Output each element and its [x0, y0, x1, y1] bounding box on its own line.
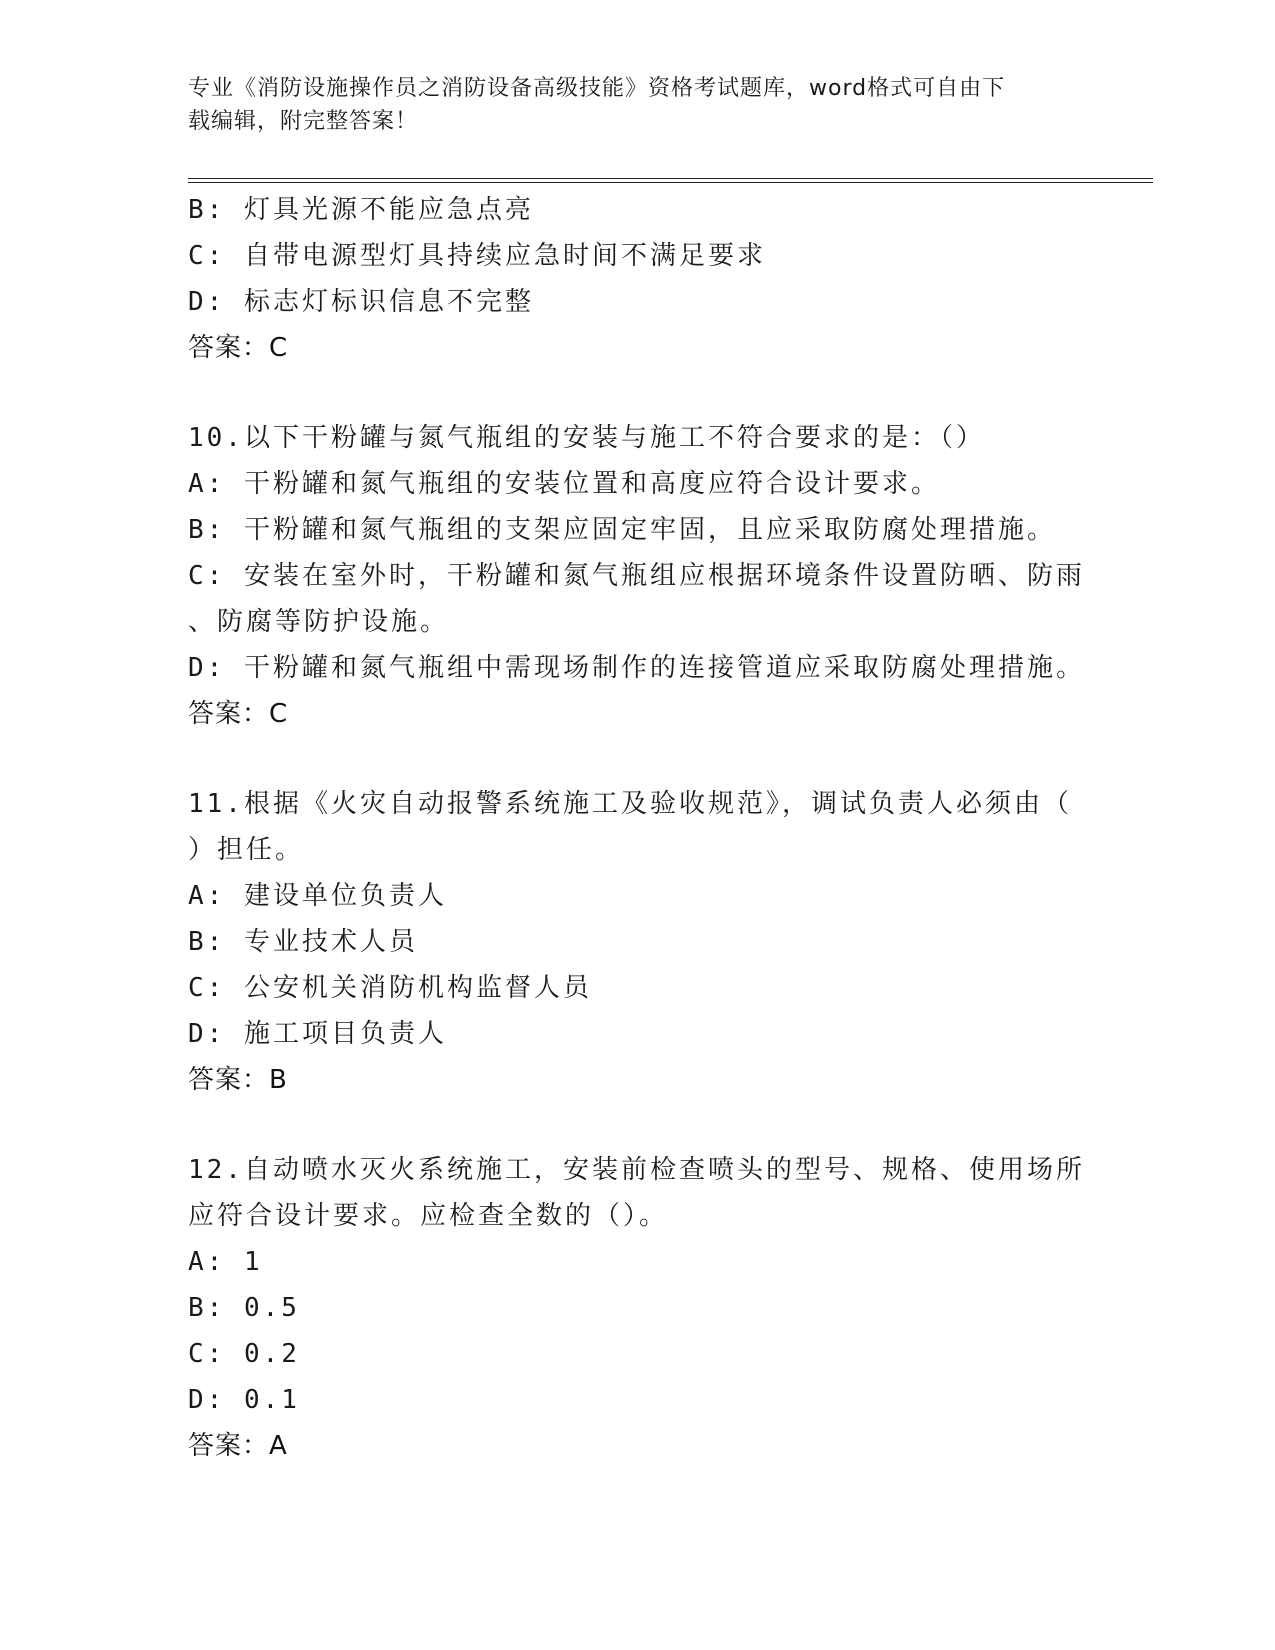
option-c: C: 公安机关消防机构监督人员 [188, 973, 592, 1003]
document-body [188, 187, 1085, 1469]
answer-label: 答案：C [188, 333, 289, 363]
option-a: A: 1 [188, 1247, 263, 1277]
answer-label: 答案：A [188, 1431, 288, 1461]
option-d: D: 标志灯标识信息不完整 [188, 287, 534, 317]
document-header [188, 72, 1068, 138]
question-10 [188, 415, 1085, 737]
option-d: D: 0.1 [188, 1385, 300, 1415]
question-12 [188, 1147, 1085, 1469]
option-c: C: 自带电源型灯具持续应急时间不满足要求 [188, 241, 766, 271]
header-line-2: 载编辑，附完整答案！ [188, 109, 419, 134]
option-a: A: 干粉罐和氮气瓶组的安装位置和高度应符合设计要求。 [188, 469, 940, 499]
question-stem-continued: ）担任。 [188, 835, 305, 865]
answer-label: 答案：C [188, 699, 289, 729]
question-11 [188, 781, 1078, 1103]
question-stem: 12.自动喷水灭火系统施工，安装前检查喷头的型号、规格、使用场所 [188, 1155, 1085, 1185]
option-b: B: 干粉罐和氮气瓶组的支架应固定牢固，且应采取防腐处理措施。 [188, 515, 1056, 545]
header-divider-bottom [188, 182, 1153, 183]
option-b: B: 专业技术人员 [188, 927, 418, 957]
option-d: D: 干粉罐和氮气瓶组中需现场制作的连接管道应采取防腐处理措施。 [188, 653, 1085, 683]
question-stem: 11.根据《火灾自动报警系统施工及验收规范》，调试负责人必须由（ [188, 789, 1072, 819]
option-d: D: 施工项目负责人 [188, 1019, 447, 1049]
option-a: A: 建设单位负责人 [188, 881, 447, 911]
option-c: C: 0.2 [188, 1339, 300, 1369]
option-b: B: 0.5 [188, 1293, 300, 1323]
question-9-continuation [188, 187, 1078, 371]
option-b: B: 灯具光源不能应急点亮 [188, 195, 534, 225]
option-c: C: 安装在室外时，干粉罐和氮气瓶组应根据环境条件设置防晒、防雨 [188, 561, 1085, 591]
option-c-continued: 、防腐等防护设施。 [188, 607, 450, 637]
header-line-1: 专业《消防设施操作员之消防设备高级技能》资格考试题库，word格式可自由下 [188, 76, 1006, 101]
question-stem: 10.以下干粉罐与氮气瓶组的安装与施工不符合要求的是：（） [188, 423, 985, 453]
header-divider-top [188, 178, 1153, 179]
question-stem-continued: 应符合设计要求。应检查全数的（）。 [188, 1201, 669, 1231]
answer-label: 答案：B [188, 1065, 288, 1095]
